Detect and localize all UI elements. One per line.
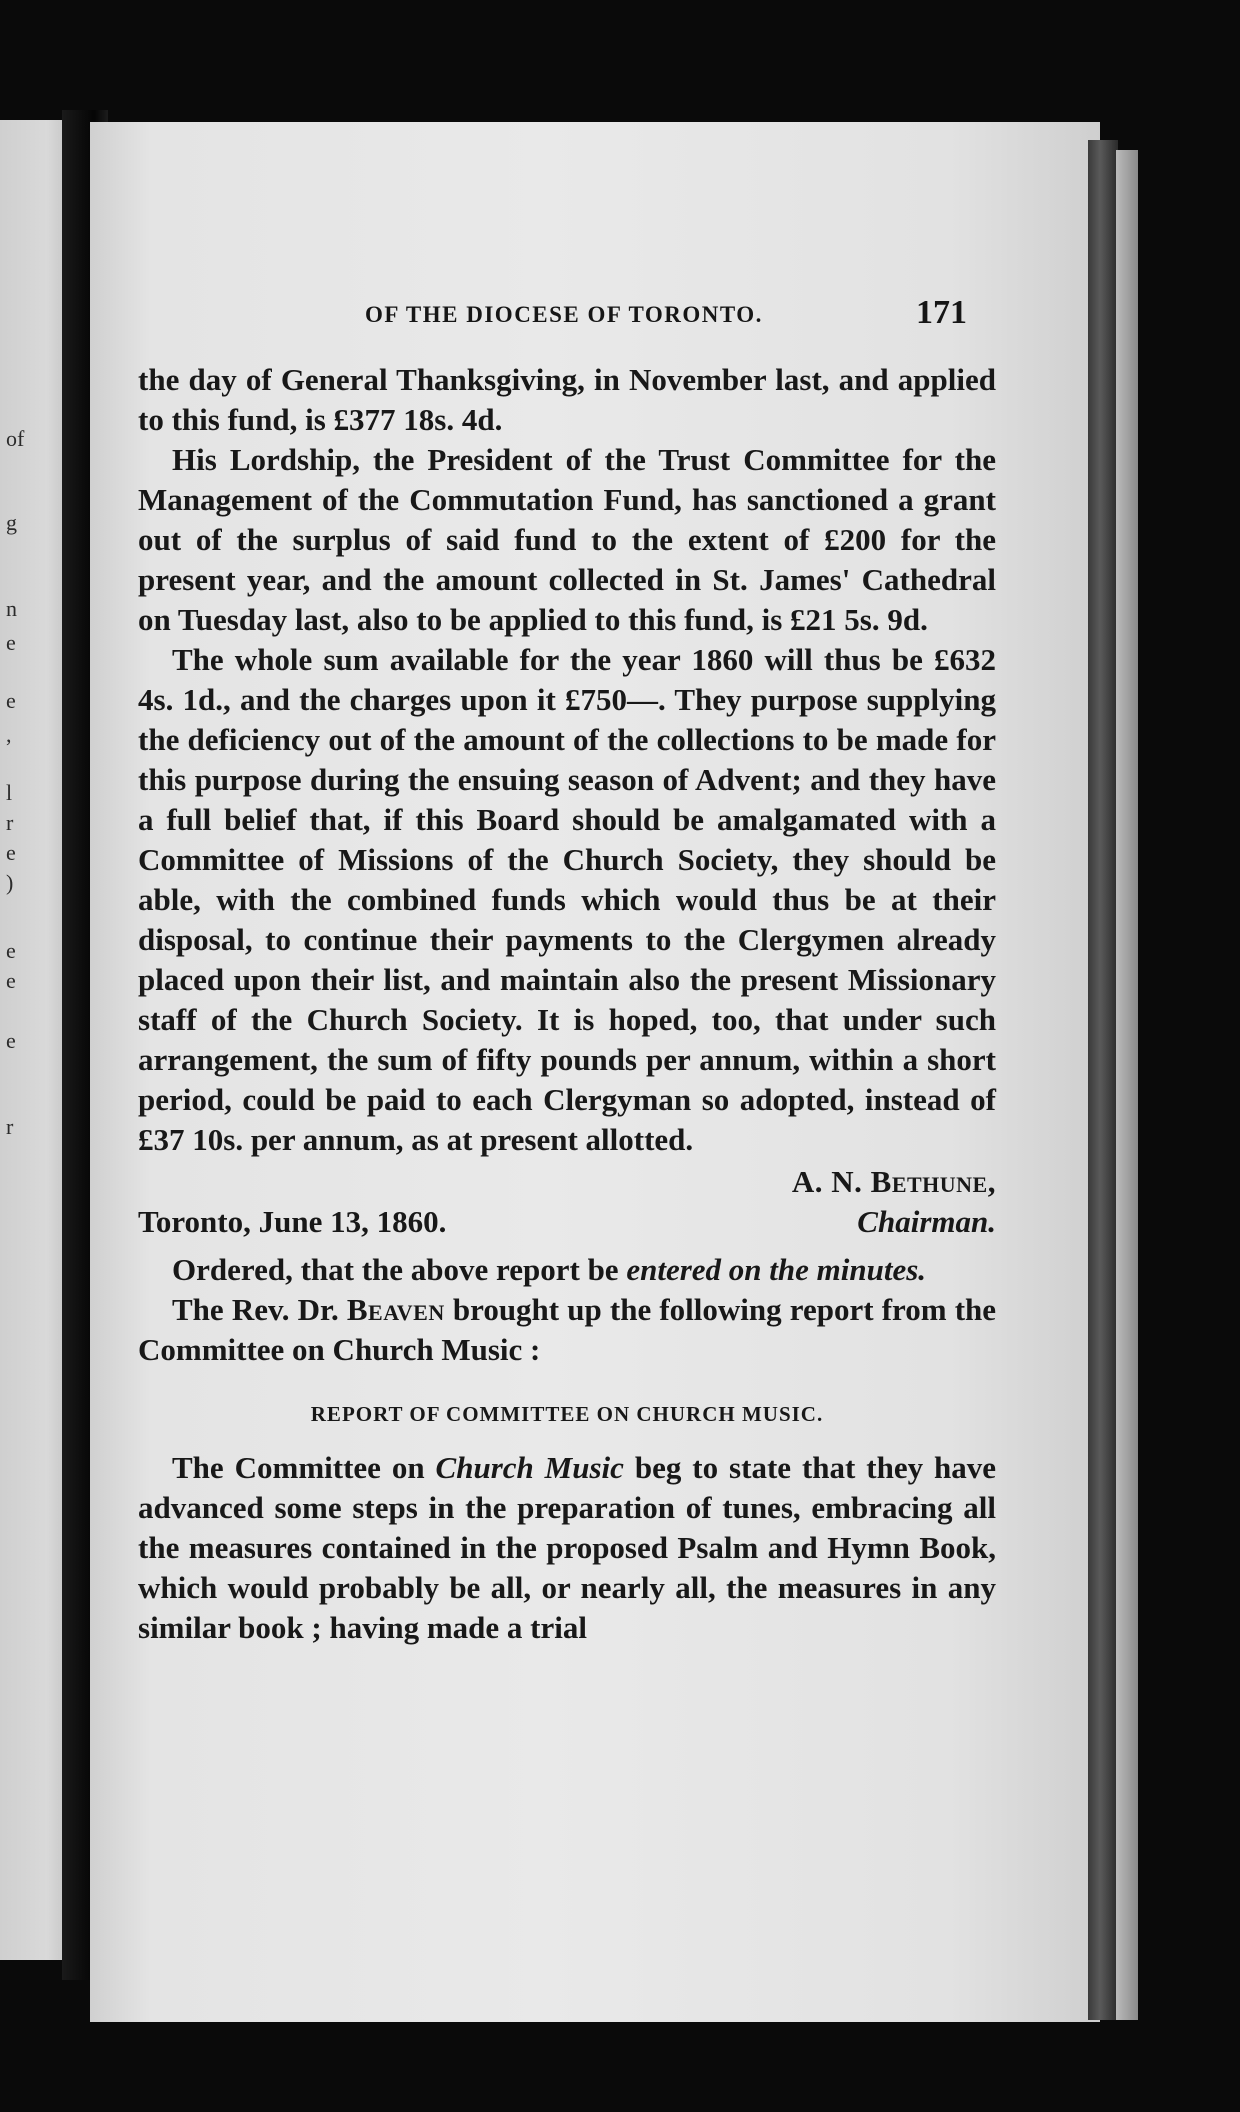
beaven-lead: The Rev. Dr.	[172, 1292, 339, 1327]
signature-role: Chairman.	[857, 1204, 996, 1239]
edge-fragment: n	[6, 596, 17, 621]
edge-fragment: e	[6, 1028, 16, 1053]
edge-fragment: e	[6, 968, 16, 993]
paragraph: His Lordship, the President of the Trust Committee for the Management of the Commutation Fund, has sanctioned a grant out of the surplus of said fund to the extent of £200 for the present year, and the amount collected in St. James' Cathedral on Tuesday last, also to be applied to this fund, is £21 5s. 9d.	[138, 442, 996, 637]
edge-fragment: r	[6, 1114, 14, 1139]
edge-fragment: e	[6, 938, 16, 963]
ordered-paragraph	[138, 1250, 996, 1290]
paragraph: The whole sum available for the year 1860 will thus be £632 4s. 1d., and the charges upon it £750—. They purpose supplying the deficiency out of the amount of the collections to be made for this purpose during the ensuing season of Advent; and they have a full belief that, if this Board should be amalgamated with a Committee of Missions of the Church Society, they should be able, with the combined funds which would thus be at their disposal, to continue their payments to the Clergymen already placed upon their list, and maintain also the present Missionary staff of the Church Society. It is hoped, too, that under such arrangement, the sum of fifty pounds per annum, within a short period, could be paid to each Clergyman so adopted, instead of £37 10s. per annum, as at present allotted.	[138, 642, 996, 1157]
report-emphasis: Church Music	[435, 1450, 624, 1485]
book-page	[90, 122, 1100, 2022]
edge-fragment: e	[6, 840, 16, 865]
ordered-emphasis: entered on the minutes.	[626, 1252, 927, 1287]
book-spine-edge	[1116, 150, 1138, 2020]
report-lead: The Committee on	[172, 1450, 425, 1485]
page-text	[138, 360, 996, 1648]
edge-fragment: g	[6, 510, 17, 535]
signature-place-date: Toronto, June 13, 1860.	[138, 1204, 447, 1239]
edge-fragment: e	[6, 630, 16, 655]
signature-name: A. N. Bethune,	[791, 1164, 996, 1199]
book-spine-shadow	[1088, 140, 1118, 2020]
edge-fragment: )	[6, 870, 14, 895]
beaven-paragraph	[138, 1290, 996, 1370]
ordered-lead: Ordered, that the above report be	[172, 1252, 619, 1287]
edge-fragment: r	[6, 810, 14, 835]
signature-block	[138, 1162, 996, 1242]
report-heading: REPORT OF COMMITTEE ON CHURCH MUSIC.	[310, 1402, 824, 1426]
page-number: 171	[916, 294, 967, 331]
report-paragraph	[138, 1448, 996, 1648]
paragraph: the day of General Thanksgiving, in November last, and applied to this fund, is £377 18s. 4d.	[138, 362, 996, 437]
beaven-name: Beaven	[346, 1292, 445, 1327]
beaven-rest: brought up the following report from the Committee on Church Music :	[138, 1292, 997, 1367]
edge-fragment: e	[6, 688, 16, 713]
edge-fragment: ,	[6, 722, 12, 747]
edge-fragment: of	[6, 426, 25, 451]
running-head: OF THE DIOCESE OF TORONTO.	[365, 302, 763, 327]
report-rest: beg to state that they have advanced some steps in the preparation of tunes, embracing all the measures contained in the proposed Psalm and Hymn Book, which would probably be all, or nearly all, the measures in any similar book ; having made a trial	[138, 1450, 997, 1645]
edge-fragment: l	[6, 780, 13, 805]
